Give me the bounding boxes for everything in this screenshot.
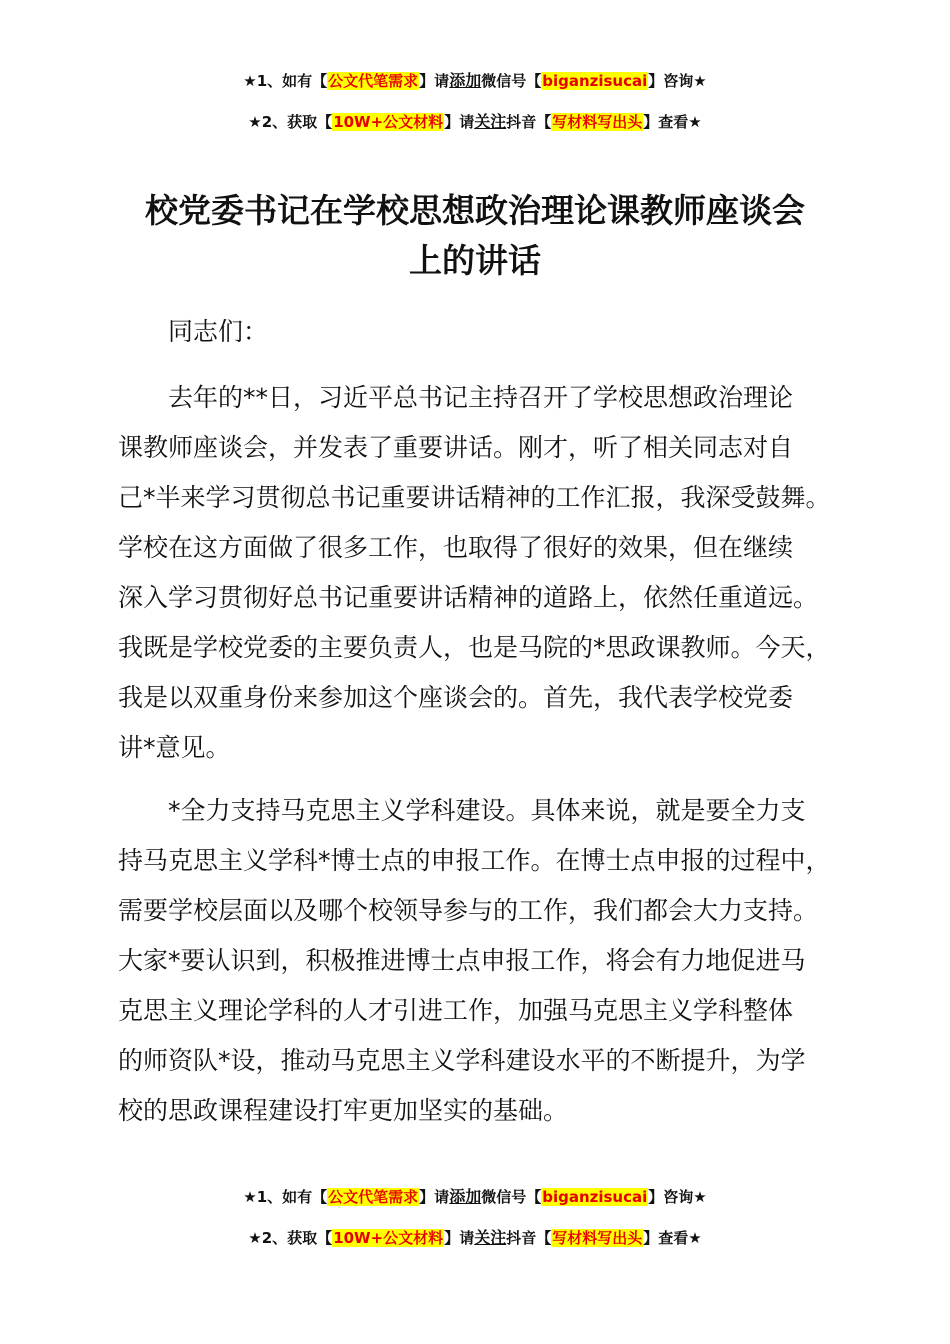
banner-text: 】请 — [419, 1188, 450, 1206]
banner-text: 】请 — [444, 113, 475, 131]
promo-banner-footer-line-1 — [0, 1187, 950, 1207]
paragraph-line: 深入学习贯彻好总书记重要讲话精神的道路上，依然任重道远。 — [118, 583, 819, 612]
banner-highlight-wechat-id: biganzisucai — [542, 72, 648, 90]
banner-suffix: 】查看★ — [643, 1229, 702, 1247]
banner-text: 抖音【 — [506, 113, 552, 131]
paragraph-line: 大家*要认识到，积极推进博士点申报工作，将会有力地促进马 — [118, 946, 806, 975]
paragraph-line: 持马克思主义学科*博士点的申报工作。在博士点申报的过程中， — [118, 846, 831, 875]
banner-highlight-service: 公文代笔需求 — [328, 1188, 419, 1206]
banner-suffix: 】查看★ — [643, 113, 702, 131]
paragraph-line: 需要学校层面以及哪个校领导参与的工作，我们都会大力支持。 — [118, 896, 819, 925]
banner-prefix: ★2、获取【 — [248, 1229, 333, 1247]
paragraph-line: 我既是学校党委的主要负责人，也是马院的*思政课教师。今天， — [118, 633, 831, 662]
salutation: 同志们： — [168, 317, 269, 346]
paragraph-line: 我是以双重身份来参加这个座谈会的。首先，我代表学校党委 — [118, 683, 794, 712]
banner-highlight-douyin-id: 写材料写出头 — [552, 1229, 643, 1247]
document-title-line-2: 上的讲话 — [409, 241, 541, 280]
document-title — [95, 186, 855, 286]
paragraph-line: 克思主义理论学科的人才引进工作，加强马克思主义学科整体 — [118, 996, 794, 1025]
body-paragraph-2 — [118, 786, 858, 1136]
paragraph-line: 学校在这方面做了很多工作，也取得了很好的效果，但在继续 — [118, 533, 794, 562]
document-title-line-1: 校党委书记在学校思想政治理论课教师座谈会 — [145, 191, 805, 230]
banner-highlight-douyin-id: 写材料写出头 — [552, 113, 643, 131]
paragraph-line: 去年的**日，习近平总书记主持召开了学校思想政治理论 — [118, 383, 794, 412]
banner-underline-follow: 关注 — [474, 1228, 507, 1247]
paragraph-line: 的师资队*设，推动马克思主义学科建设水平的不断提升，为学 — [118, 1046, 806, 1075]
banner-highlight-materials: 10W+公文材料 — [333, 113, 444, 131]
promo-banner-line-2 — [0, 112, 950, 132]
banner-prefix: ★1、如有【 — [243, 72, 328, 90]
banner-suffix: 】咨询★ — [648, 1188, 707, 1206]
banner-highlight-service: 公文代笔需求 — [328, 72, 419, 90]
banner-underline-add: 添加 — [449, 71, 482, 90]
banner-text: 】请 — [419, 72, 450, 90]
banner-underline-follow: 关注 — [474, 112, 507, 131]
banner-highlight-materials: 10W+公文材料 — [333, 1229, 444, 1247]
body-paragraph-1 — [118, 373, 858, 773]
banner-underline-add: 添加 — [449, 1187, 482, 1206]
banner-text: 微信号【 — [481, 72, 542, 90]
paragraph-line: 讲*意见。 — [118, 733, 231, 762]
banner-suffix: 】咨询★ — [648, 72, 707, 90]
banner-text: 】请 — [444, 1229, 475, 1247]
banner-highlight-wechat-id: biganzisucai — [542, 1188, 648, 1206]
banner-prefix: ★2、获取【 — [248, 113, 333, 131]
paragraph-line: 校的思政课程建设打牢更加坚实的基础。 — [118, 1096, 569, 1125]
paragraph-line: 己*半来学习贯彻总书记重要讲话精神的工作汇报，我深受鼓舞。 — [118, 483, 831, 512]
promo-banner-line-1 — [0, 71, 950, 91]
paragraph-line: *全力支持马克思主义学科建设。具体来说，就是要全力支 — [118, 796, 806, 825]
banner-text: 抖音【 — [506, 1229, 552, 1247]
banner-prefix: ★1、如有【 — [243, 1188, 328, 1206]
paragraph-line: 课教师座谈会，并发表了重要讲话。刚才，听了相关同志对自 — [118, 433, 794, 462]
banner-text: 微信号【 — [481, 1188, 542, 1206]
promo-banner-footer-line-2 — [0, 1228, 950, 1248]
